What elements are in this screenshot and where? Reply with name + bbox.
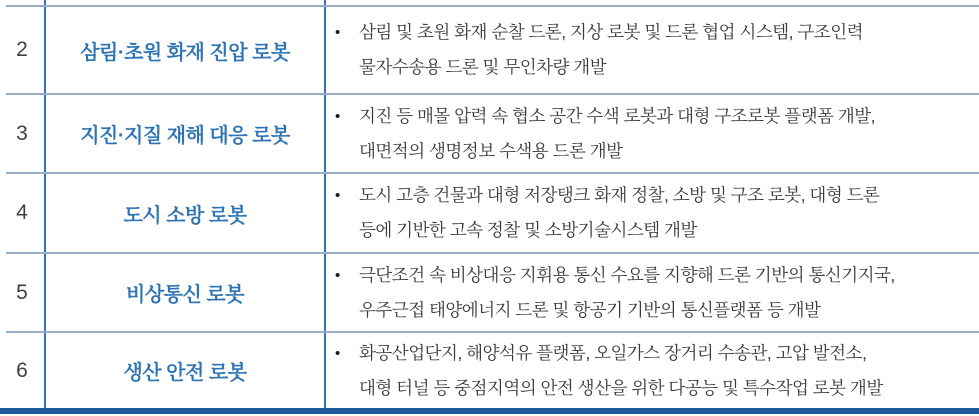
description-line-1 (335, 15, 971, 50)
description-line-2 (359, 293, 971, 328)
description-line-2 (359, 50, 971, 85)
description-line-2 (359, 371, 971, 406)
partial-description-cell (326, 0, 979, 5)
bullet-icon: • (335, 107, 340, 125)
bullet-icon: • (335, 24, 340, 41)
description-line-1 (335, 178, 971, 213)
table-row (0, 252, 979, 331)
row-description (326, 7, 979, 93)
partial-number-cell (0, 0, 46, 5)
table-row-partial-top (0, 0, 979, 5)
row-number: 5 (0, 254, 46, 331)
description-text: 우주근접 태양에너지 드론 및 항공기 기반의 통신플랫폼 등 개발 (359, 299, 821, 320)
description-text: 대면적의 생명정보 수색용 드론 개발 (359, 140, 623, 161)
table-row (0, 93, 979, 172)
description-text: 도시 고층 건물과 대형 저장탱크 화재 정찰, 소방 및 구조 로봇, 대형 드론 (359, 185, 880, 205)
row-number: 6 (0, 333, 46, 408)
description-line-1 (335, 99, 971, 134)
description-text: 삼림 및 초원 화재 순찰 드론, 지상 로봇 및 드론 협업 시스템, 구조인력 (359, 22, 864, 42)
robot-category-label: 도시 소방 로봇 (46, 174, 326, 252)
table-row (0, 172, 979, 252)
row-number: 4 (0, 174, 46, 252)
row-description (326, 95, 979, 172)
left-edge-mask (0, 0, 6, 408)
robot-category-label: 지진·지질 재해 대응 로봇 (46, 95, 326, 172)
description-line-1 (335, 336, 971, 371)
table-row (0, 331, 979, 408)
description-line-2 (359, 134, 971, 169)
bullet-icon: • (335, 266, 340, 284)
description-line-2 (359, 213, 971, 248)
robot-category-label: 생산 안전 로봇 (46, 333, 326, 408)
row-description (326, 333, 979, 408)
description-line-1 (335, 258, 971, 293)
bullet-icon: • (335, 344, 340, 362)
description-text: 물자수송용 드론 및 무인차량 개발 (359, 57, 607, 77)
description-text: 등에 기반한 고속 정찰 및 소방기술시스템 개발 (359, 220, 697, 240)
bullet-icon: • (335, 187, 340, 204)
robot-category-label: 삼림·초원 화재 진압 로봇 (46, 7, 326, 93)
description-text: 화공산업단지, 해양석유 플랫폼, 오일가스 장거리 수송관, 고압 발전소, (359, 342, 867, 363)
description-text: 극단조건 속 비상대응 지휘용 통신 수요를 지향해 드론 기반의 통신기지국, (359, 264, 895, 285)
description-text: 지진 등 매몰 압력 속 협소 공간 수색 로봇과 대형 구조로봇 플랫폼 개발, (359, 105, 876, 126)
robot-category-label: 비상통신 로봇 (46, 254, 326, 331)
table-row (0, 5, 979, 93)
partial-category-cell (46, 0, 326, 5)
row-description (326, 254, 979, 331)
row-number: 3 (0, 95, 46, 172)
description-text: 대형 터널 등 중점지역의 안전 생산을 위한 다공능 및 특수작업 로봇 개발 (359, 377, 883, 398)
row-description (326, 174, 979, 252)
row-number: 2 (0, 7, 46, 93)
